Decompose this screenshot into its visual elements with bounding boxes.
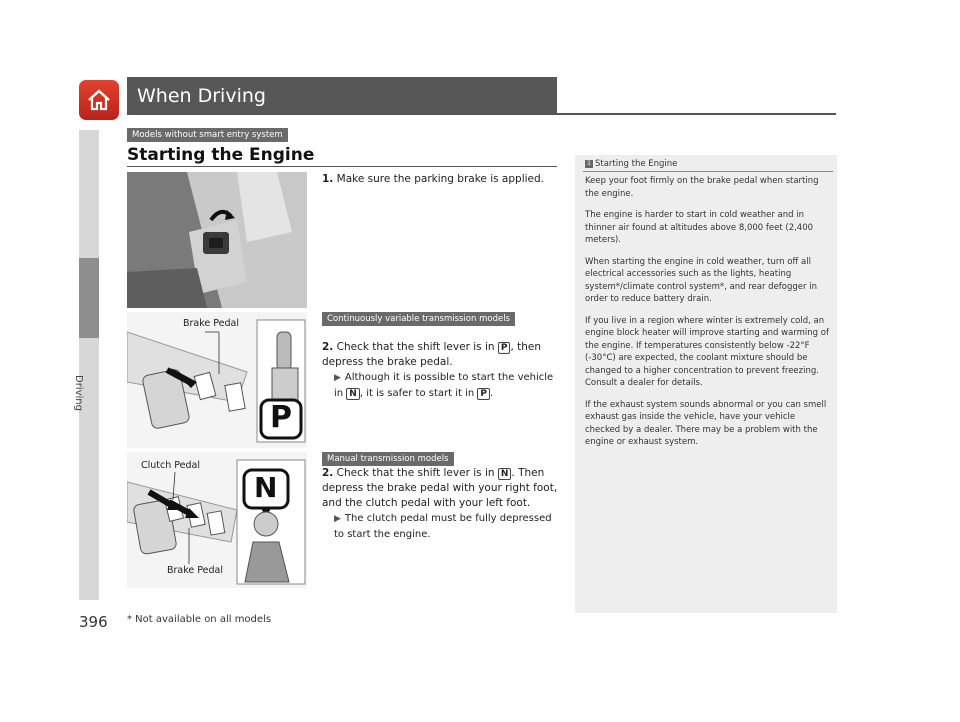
cvt-brake-pedal-photo: [127, 312, 307, 448]
key-n: N: [346, 388, 360, 400]
tag-smart-entry: Models without smart entry system: [127, 128, 288, 142]
note-paragraph-1: Keep your foot firmly on the brake pedal when starting the engine.: [585, 176, 819, 199]
key-n-manual: N: [498, 468, 512, 480]
step-2-cvt-text: Check that the shift lever is in: [336, 341, 498, 353]
home-icon: [85, 86, 113, 114]
sub-text-2: , it is safer to start it in: [359, 388, 478, 399]
sidebar-marker: [79, 258, 99, 338]
manual-pedals-photo: [127, 452, 307, 588]
step-1-text: Make sure the parking brake is applied.: [336, 173, 544, 185]
tag-cvt: Continuously variable transmission models: [322, 312, 515, 326]
step-2-manual-number: 2.: [322, 467, 334, 479]
step-2-cvt-sub: [334, 370, 558, 401]
step-2-manual-sub: [334, 511, 558, 542]
note-paragraph-4: If you live in a region where winter is extremely cold, an engine block heater will improve starting and warming of the engine. If temperatures consistently below -22°F (-30°C) are expected, the coolant mixture should be changed to a higher concentration to prevent freezing. Consult a dealer for details.: [585, 315, 829, 388]
step-2-cvt-number: 2.: [322, 341, 334, 353]
note-heading: [585, 159, 677, 169]
note-panel: [575, 155, 837, 613]
tag-manual: Manual transmission models: [322, 452, 454, 466]
step-2-manual: [322, 466, 558, 542]
key-p-2: P: [477, 388, 490, 400]
page-number: 396: [79, 613, 108, 631]
section-title: Starting the Engine: [127, 145, 315, 165]
home-button[interactable]: [79, 80, 119, 120]
header-bar: [127, 77, 557, 113]
footnote: * Not available on all models: [127, 614, 272, 625]
key-p: P: [498, 342, 511, 354]
note-marker-icon: 1: [585, 160, 593, 168]
step-1-number: 1.: [322, 173, 334, 185]
header-divider: [127, 113, 836, 115]
note-paragraph-5: If the exhaust system sounds abnormal or you can smell exhaust gas inside the vehicle, have your vehicle checked by a dealer. There may be a problem with the engine or exhaust system.: [585, 399, 827, 447]
mt-brake-pedal-label: Brake Pedal: [167, 565, 223, 576]
section-divider: [127, 166, 557, 167]
sub-text-1: Although it is possible to start the vehicle in: [334, 372, 554, 399]
step-2-manual-text-end: . Then depress the brake pedal with your right foot, and the clutch pedal with your left foot.: [322, 467, 558, 509]
note-paragraph-3: When starting the engine in cold weather, turn off all electrical accessories such as the lights, heating system*/climate control system*, and rear defogger in order to reduce battery drain.: [585, 256, 817, 304]
gear-n-symbol: N: [254, 471, 278, 504]
sub-text-3: .: [490, 388, 494, 399]
arrow-icon: ▶: [334, 514, 341, 524]
note-body: [585, 175, 831, 458]
manual-sub-text: The clutch pedal must be fully depressed to start the engine.: [334, 513, 552, 540]
step-1: [322, 172, 558, 187]
note-paragraph-2: The engine is harder to start in cold weather and in thinner air found at altitudes above 8,000 feet (2,400 meters).: [585, 210, 814, 245]
note-divider: [583, 171, 833, 172]
gear-p-symbol: P: [270, 400, 292, 435]
cvt-brake-pedal-label: Brake Pedal: [183, 318, 239, 329]
sidebar-strip: [79, 130, 99, 600]
parking-brake-photo: [127, 172, 307, 308]
note-heading-text: Starting the Engine: [595, 159, 678, 169]
step-2-cvt-text-end: , then depress the brake pedal.: [322, 341, 542, 368]
step-2-cvt: [322, 340, 558, 401]
step-2-manual-text: Check that the shift lever is in: [336, 467, 498, 479]
arrow-icon: ▶: [334, 373, 341, 383]
page-title: When Driving: [137, 85, 266, 107]
sidebar-label: Driving: [73, 375, 84, 411]
clutch-pedal-label: Clutch Pedal: [141, 460, 201, 471]
